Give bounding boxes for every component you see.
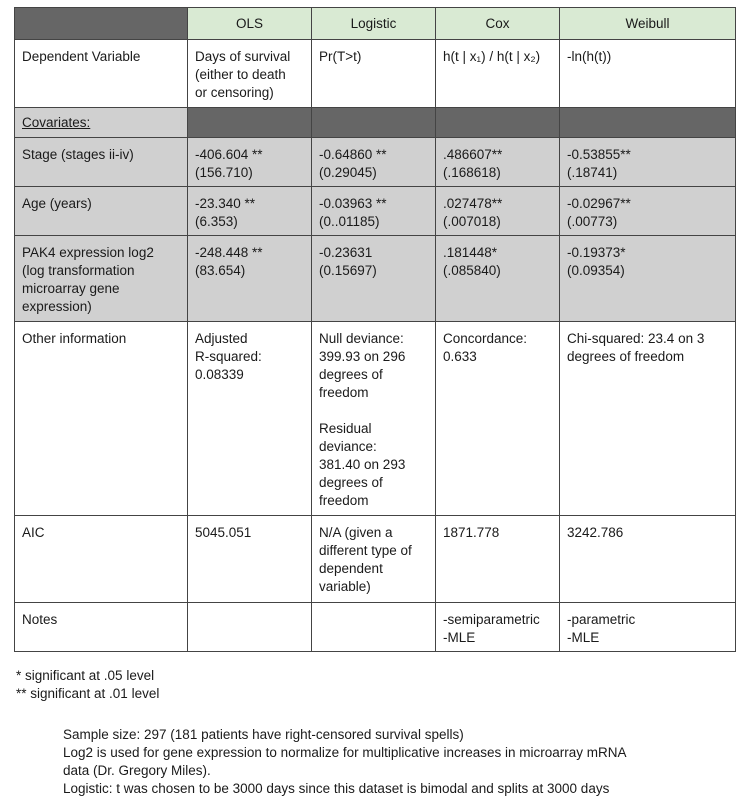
cell-weibull: -0.19373* (0.09354): [560, 236, 736, 322]
covariates-filler-weibull: [560, 108, 736, 138]
cell-logistic: [312, 603, 436, 652]
cell-weibull: -0.02967** (.00773): [560, 187, 736, 236]
aic-row: [15, 516, 736, 603]
footnote-sig-01: ** significant at .01 level: [16, 686, 160, 701]
cell-ols: [188, 603, 312, 652]
header-logistic: Logistic: [312, 8, 436, 40]
note-sample-size: Sample size: 297 (181 patients have right-censored survival spells): [63, 727, 464, 742]
note-logistic: Logistic: t was chosen to be 3000 days since this dataset is bimodal and splits at 3000 days: [63, 781, 610, 796]
row-label: PAK4 expression log2 (log transformation microarray gene expression): [15, 236, 188, 322]
covariates-filler-logistic: [312, 108, 436, 138]
cell-logistic: N/A (given a different type of dependent variable): [312, 516, 436, 603]
header-weibull: Weibull: [560, 8, 736, 40]
cell-weibull: -ln(h(t)): [560, 40, 736, 108]
cell-ols: Days of survival (either to death or censoring): [188, 40, 312, 108]
cell-ols: -406.604 ** (156.710): [188, 138, 312, 187]
cell-weibull: -0.53855** (.18741): [560, 138, 736, 187]
regression-results-table: [14, 7, 736, 652]
notes-block: [63, 726, 627, 798]
covariates-filler-ols: [188, 108, 312, 138]
cell-weibull: Chi-squared: 23.4 on 3 degrees of freedom: [560, 322, 736, 516]
header-corner-cell: [15, 8, 188, 40]
cell-cox: 1871.778: [436, 516, 560, 603]
cell-cox: h(t | x₁) / h(t | x₂): [436, 40, 560, 108]
row-label: Stage (stages ii-iv): [15, 138, 188, 187]
footnote-sig-05: * significant at .05 level: [16, 668, 155, 683]
other-information-row: [15, 322, 736, 516]
stage-row: [15, 138, 736, 187]
notes-row: [15, 603, 736, 652]
row-label: Other information: [15, 322, 188, 516]
row-label: Dependent Variable: [15, 40, 188, 108]
cell-logistic: Null deviance: 399.93 on 296 degrees of freedom Residual deviance: 381.40 on 293 degrees of freedom: [312, 322, 436, 516]
cell-ols: Adjusted R-squared: 0.08339: [188, 322, 312, 516]
cell-logistic: -0.64860 ** (0.29045): [312, 138, 436, 187]
age-row: [15, 187, 736, 236]
cell-cox: .486607** (.168618): [436, 138, 560, 187]
cell-cox: .181448* (.085840): [436, 236, 560, 322]
header-row: [15, 8, 736, 40]
cell-ols: -23.340 ** (6.353): [188, 187, 312, 236]
cell-logistic: -0.23631 (0.15697): [312, 236, 436, 322]
cell-ols: 5045.051: [188, 516, 312, 603]
covariates-row: [15, 108, 736, 138]
cell-weibull: 3242.786: [560, 516, 736, 603]
cell-cox: Concordance: 0.633: [436, 322, 560, 516]
cell-weibull: -parametric -MLE: [560, 603, 736, 652]
covariates-label-text: Covariates:: [22, 115, 91, 130]
note-log2-line2: data (Dr. Gregory Miles).: [63, 763, 211, 778]
dependent-variable-row: [15, 40, 736, 108]
cell-logistic: -0.03963 ** (0..01185): [312, 187, 436, 236]
row-label: Age (years): [15, 187, 188, 236]
cell-logistic: Pr(T>t): [312, 40, 436, 108]
cell-cox: -semiparametric -MLE: [436, 603, 560, 652]
cell-cox: .027478** (.007018): [436, 187, 560, 236]
covariates-label: [15, 108, 188, 138]
row-label: AIC: [15, 516, 188, 603]
header-cox: Cox: [436, 8, 560, 40]
header-ols: OLS: [188, 8, 312, 40]
pak4-row: [15, 236, 736, 322]
row-label: Notes: [15, 603, 188, 652]
cell-ols: -248.448 ** (83.654): [188, 236, 312, 322]
note-log2-line1: Log2 is used for gene expression to normalize for multiplicative increases in microarray mRNA: [63, 745, 627, 760]
covariates-filler-cox: [436, 108, 560, 138]
